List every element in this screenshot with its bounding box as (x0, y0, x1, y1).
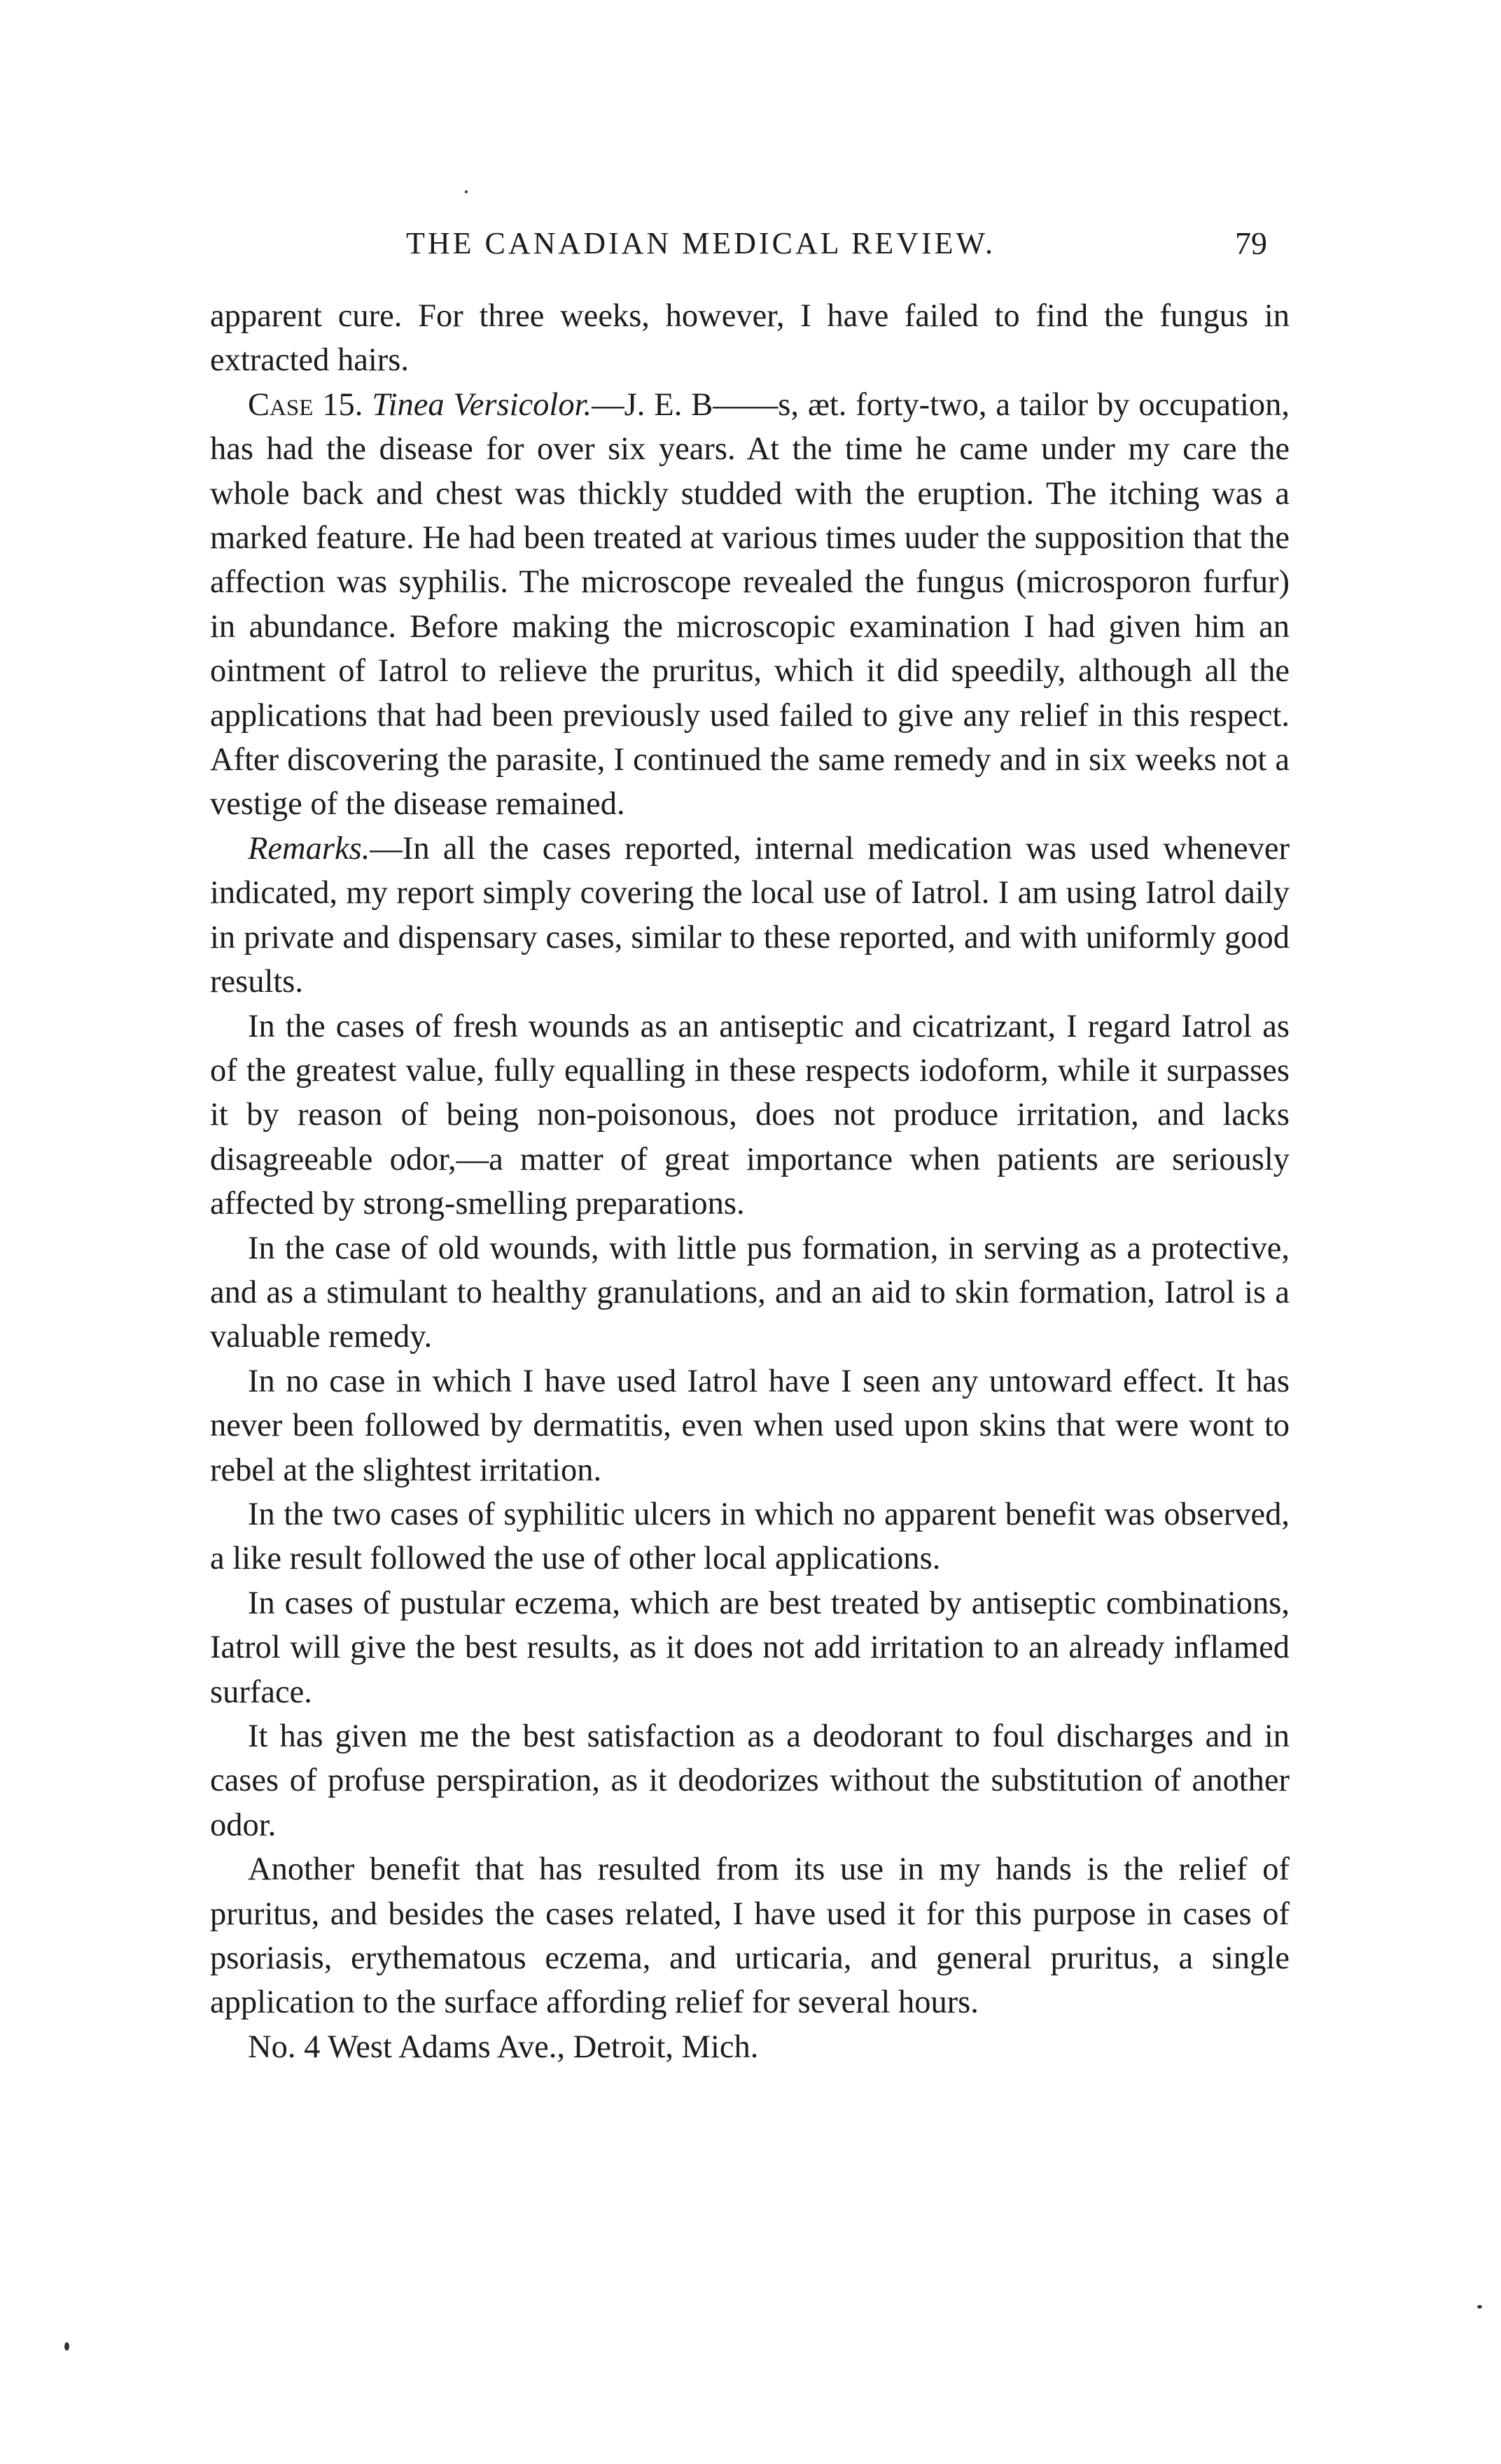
page-number: 79 (1235, 225, 1267, 261)
paragraph-no-untoward-effect: In no case in which I have used Iatrol have I seen any untoward effect. It has never been followed by dermatitis, even when used upon skins that were wont to rebel at the slightest irritation. (210, 1363, 1290, 1488)
paragraph-case-15 (210, 383, 1290, 827)
article-body (210, 294, 1290, 2069)
paragraph-continuation: apparent cure. For three weeks, however, I have failed to find the fungus in extracted hairs. (210, 298, 1290, 379)
author-address: No. 4 West Adams Ave., Detroit, Mich. (248, 2029, 759, 2065)
scan-speck-mark (64, 2342, 69, 2351)
case-label: Case 15. (248, 386, 363, 423)
scan-speck-mark (465, 190, 468, 193)
case-title: Tinea Versicolor. (372, 386, 592, 423)
case-text: —J. E. B——s, æt. forty-two, a tailor by occupation, has had the disease for over six years. At the time he came under my care the whole back and chest was thickly studded with the eruption. The itching was a marked feature. He had been treated at various times uuder the supposition that the affection was syphilis. The microscope revealed the fungus (microsporon furfur) in abundance. Before making the microscopic examination I had given him an ointment of Iatrol to relieve the pruritus, which it did speedily, although all the applications that had been previously used failed to give any relief in this respect. After discovering the parasite, I continued the same remedy and in six weeks not a vestige of the disease remained. (210, 386, 1290, 822)
running-head: THE CANADIAN MEDICAL REVIEW. (406, 226, 996, 260)
paragraph-old-wounds: In the case of old wounds, with little pus formation, in serving as a protective, and as a stimulant to healthy granulations, and an aid to skin formation, Iatrol is a valuable remedy. (210, 1230, 1290, 1355)
paragraph-syphilitic-ulcers: In the two cases of syphilitic ulcers in which no apparent benefit was observed, a like result followed the use of other local applications. (210, 1496, 1290, 1577)
paragraph-deodorant: It has given me the best satisfaction as a deodorant to foul discharges and in cases of profuse perspiration, as it deodorizes without the substitution of another odor. (210, 1718, 1290, 1843)
remarks-label: Remarks. (248, 830, 370, 867)
paragraph-remarks (210, 827, 1290, 1004)
paragraph-fresh-wounds: In the cases of fresh wounds as an antiseptic and cicatrizant, I regard Iatrol as of the greatest value, fully equalling in these respects iodoform, while it surpasses it by reason of being non-poisonous, does not produce irritation, and lacks disagreeable odor,—a matter of great importance when patients are seriously affected by strong-smelling preparations. (210, 1008, 1290, 1222)
remarks-text: —In all the cases reported, internal medication was used whenever indicated, my report simply covering the local use of Iatrol. I am using Iatrol daily in private and dispensary cases, similar to these reported, and with uniformly good results. (210, 830, 1290, 1000)
paragraph-pruritus: Another benefit that has resulted from its use in my hands is the relief of pruritus, and besides the cases related, I have used it for this purpose in cases of psoriasis, erythematous eczema, and urticaria, and general pruritus, a single application to the surface affording relief for several hours. (210, 1851, 1290, 2021)
scan-speck-mark (1477, 2305, 1482, 2309)
paragraph-pustular-eczema: In cases of pustular eczema, which are best treated by antiseptic combinations, Iatrol will give the best results, as it does not add irritation to an already inflamed surface. (210, 1585, 1290, 1710)
